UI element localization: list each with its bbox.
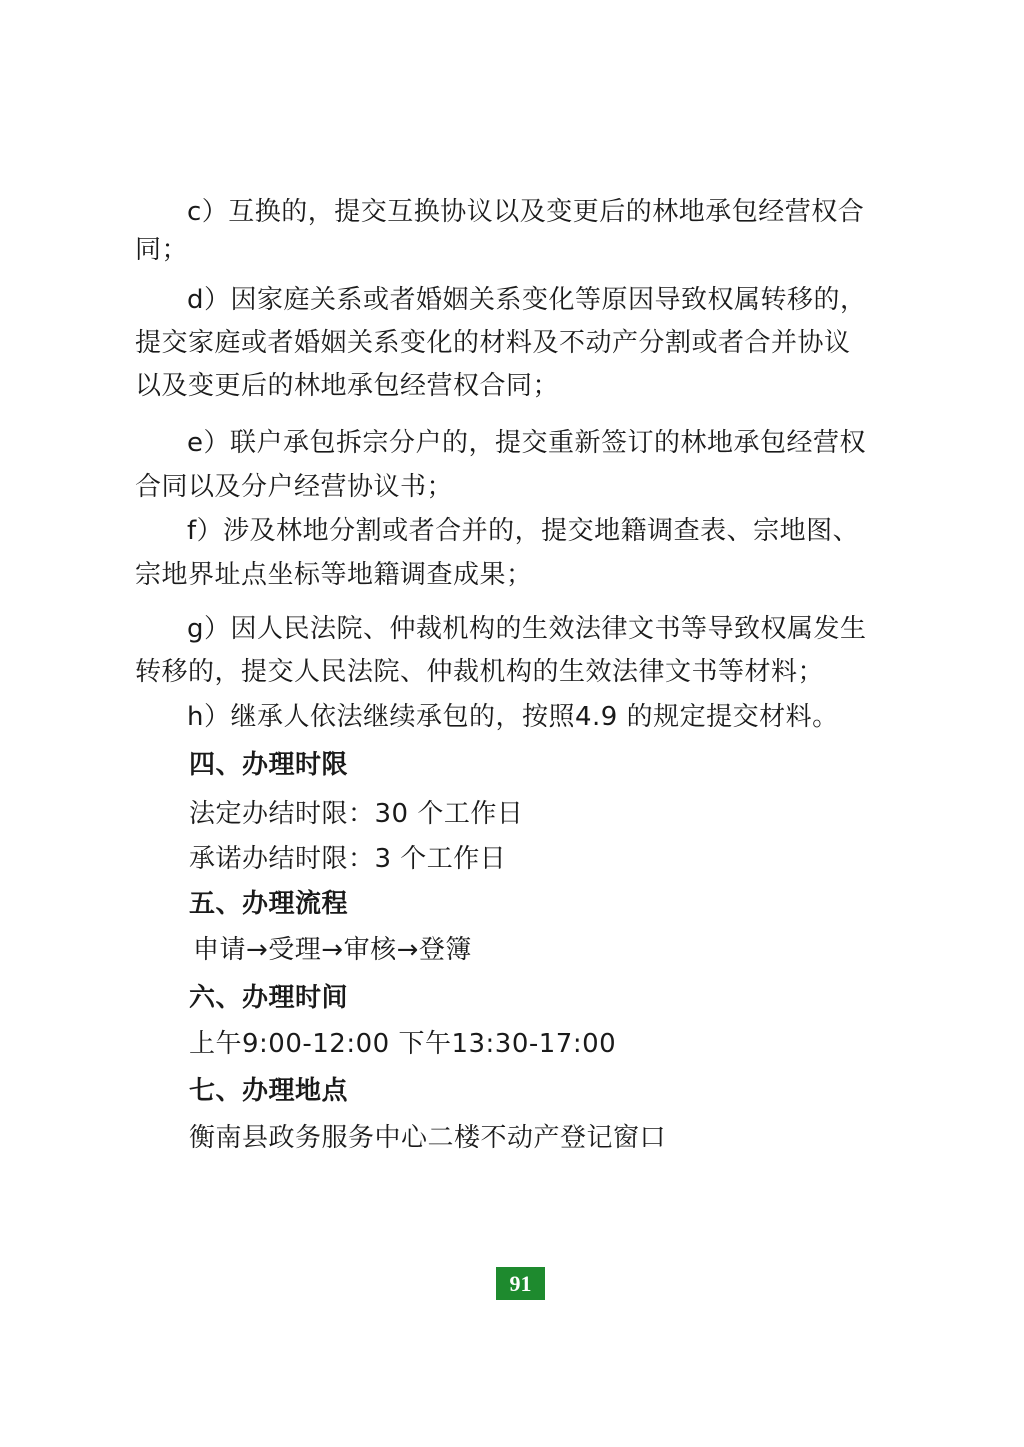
item-h-line-1: h）继承人依法继续承包的，按照4.9 的规定提交材料。	[187, 702, 839, 732]
item-c-line-1: c）互换的，提交互换协议以及变更后的林地承包经营权合	[187, 197, 865, 227]
item-d-line-3: 以及变更后的林地承包经营权合同；	[135, 371, 560, 401]
process-flow: 申请→受理→审核→登簿	[193, 935, 472, 965]
item-g-line-2: 转移的，提交人民法院、仲裁机构的生效法律文书等材料；	[135, 657, 825, 687]
item-e-line-1: e）联户承包拆宗分户的，提交重新签订的林地承包经营权	[187, 428, 866, 458]
page-number-badge: 91	[496, 1267, 545, 1300]
section-time-limit-heading: 四、办理时限	[189, 750, 349, 780]
section-process-heading: 五、办理流程	[189, 889, 349, 919]
office-location: 衡南县政务服务中心二楼不动产登记窗口	[189, 1123, 667, 1153]
promised-time-limit: 承诺办结时限：3 个工作日	[189, 844, 507, 874]
item-d-line-2: 提交家庭或者婚姻关系变化的材料及不动产分割或者合并协议	[135, 328, 851, 358]
item-d-line-1: d）因家庭关系或者婚姻关系变化等原因导致权属转移的，	[187, 285, 867, 315]
office-hours: 上午9:00-12:00 下午13:30-17:00	[189, 1029, 617, 1059]
item-c-line-2: 同；	[135, 235, 189, 265]
item-f-line-2: 宗地界址点坐标等地籍调查成果；	[135, 560, 533, 590]
item-g-line-1: g）因人民法院、仲裁机构的生效法律文书等导致权属发生	[187, 614, 867, 644]
legal-time-limit: 法定办结时限：30 个工作日	[189, 799, 524, 829]
section-hours-heading: 六、办理时间	[189, 983, 349, 1013]
item-e-line-2: 合同以及分户经营协议书；	[135, 472, 454, 502]
section-location-heading: 七、办理地点	[189, 1076, 349, 1106]
item-f-line-1: f）涉及林地分割或者合并的，提交地籍调查表、宗地图、	[187, 516, 860, 546]
